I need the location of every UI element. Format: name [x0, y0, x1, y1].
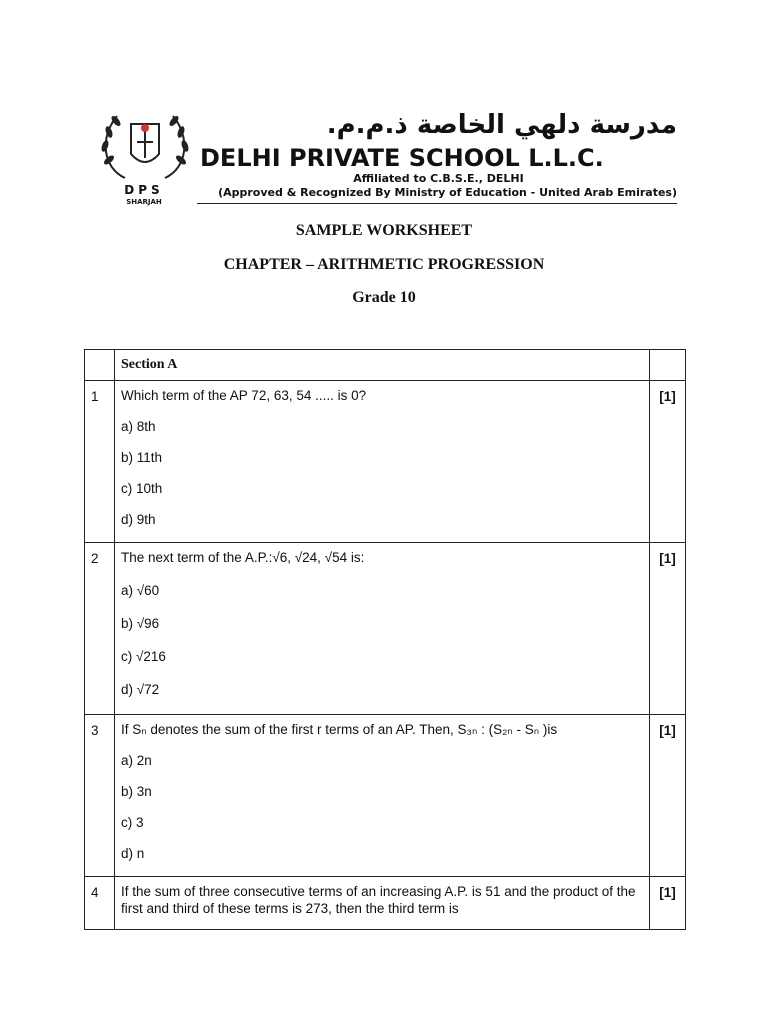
question-row	[85, 877, 686, 930]
option-d: d) n	[121, 846, 145, 861]
question-text: If the sum of three consecutive terms of an increasing A.P. is 51 and the product of the first and third of these terms is 273, then the third term is	[121, 884, 636, 916]
empty-cell	[650, 350, 686, 381]
question-row	[85, 715, 686, 877]
affiliation-line: Affiliated to C.B.S.E., DELHI	[353, 172, 524, 185]
question-number: 3	[85, 715, 115, 877]
option-b: b) 3n	[121, 784, 152, 799]
option-a: a) 2n	[121, 753, 152, 768]
question-text: The next term of the A.P.:√6, √24, √54 is:	[121, 550, 365, 565]
question-number: 4	[85, 877, 115, 930]
option-d: d) 9th	[121, 512, 156, 527]
option-c: c) 10th	[121, 481, 163, 496]
crest-location: SHARJAH	[126, 198, 162, 206]
section-label: Section A	[121, 357, 178, 372]
option-b: b) √96	[121, 616, 160, 631]
question-marks: [1]	[650, 715, 686, 877]
laurel-crest-icon	[95, 108, 195, 186]
question-table	[84, 349, 686, 930]
question-marks: [1]	[650, 877, 686, 930]
school-crest	[95, 108, 195, 206]
question-marks: [1]	[650, 543, 686, 715]
option-c: c) 3	[121, 815, 144, 830]
question-text: If Sₙ denotes the sum of the first r terms of an AP. Then, S₃ₙ : (S₂ₙ - Sₙ )is	[121, 722, 558, 737]
question-marks: [1]	[650, 381, 686, 543]
option-a: a) 8th	[121, 419, 156, 434]
crest-abbreviation: DPS	[124, 183, 164, 197]
option-c: c) √216	[121, 649, 166, 664]
question-number: 2	[85, 543, 115, 715]
grade-title: Grade 10	[352, 289, 416, 306]
chapter-title: CHAPTER – ARITHMETIC PROGRESSION	[223, 256, 545, 273]
empty-cell	[85, 350, 115, 381]
question-row	[85, 543, 686, 715]
letterhead	[95, 108, 677, 208]
worksheet-title: SAMPLE WORKSHEET	[295, 222, 473, 239]
school-name: DELHI PRIVATE SCHOOL L.L.C.	[200, 144, 604, 172]
option-b: b) 11th	[121, 450, 163, 465]
school-name-arabic: مدرسة دلهي الخاصة ذ.م.م.	[326, 110, 677, 140]
option-d: d) √72	[121, 682, 160, 697]
question-number: 1	[85, 381, 115, 543]
section-header-row	[85, 350, 686, 381]
approval-line: (Approved & Recognized By Ministry of Education - United Arab Emirates)	[218, 186, 677, 199]
header-divider	[197, 203, 677, 204]
question-text: Which term of the AP 72, 63, 54 ..... is 0?	[121, 388, 367, 403]
question-row	[85, 381, 686, 543]
option-a: a) √60	[121, 583, 160, 598]
